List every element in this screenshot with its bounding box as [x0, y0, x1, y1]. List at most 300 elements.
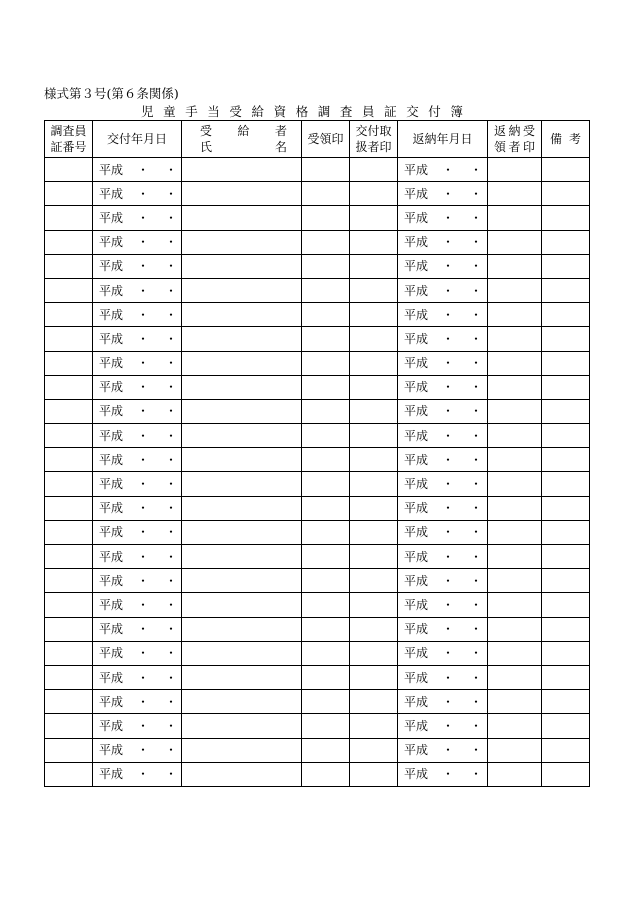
receipt-seal-cell[interactable]: [302, 762, 350, 786]
handler-seal-cell[interactable]: [350, 399, 398, 423]
handler-seal-cell[interactable]: [350, 182, 398, 206]
date-separator: ・: [165, 452, 178, 467]
receipt-seal-cell[interactable]: [302, 593, 350, 617]
handler-seal-cell[interactable]: [350, 738, 398, 762]
issue-date-cell[interactable]: [93, 399, 182, 423]
era-label: 平成: [99, 428, 124, 443]
id-number-cell[interactable]: [45, 496, 93, 520]
return-date-cell[interactable]: [398, 399, 488, 423]
remarks-cell[interactable]: [542, 496, 590, 520]
return-date-cell[interactable]: [398, 641, 488, 665]
recipient-name-cell[interactable]: [182, 351, 302, 375]
handler-seal-cell[interactable]: [350, 206, 398, 230]
return-date-cell[interactable]: [398, 303, 488, 327]
return-receipt-seal-cell[interactable]: [488, 351, 542, 375]
return-receipt-seal-cell[interactable]: [488, 303, 542, 327]
id-number-cell[interactable]: [45, 617, 93, 641]
date-separator: ・: [470, 694, 483, 709]
era-label: 平成: [99, 573, 124, 588]
receipt-seal-cell[interactable]: [302, 617, 350, 641]
receipt-seal-cell[interactable]: [302, 399, 350, 423]
table-row: [45, 351, 590, 375]
handler-seal-cell[interactable]: [350, 496, 398, 520]
era-label: 平成: [404, 622, 429, 637]
receipt-seal-cell[interactable]: [302, 665, 350, 689]
date-separator: ・: [165, 259, 178, 274]
col-header-id-number-line1: 調査員: [50, 124, 87, 138]
date-separator: ・: [137, 549, 150, 564]
remarks-cell[interactable]: [542, 230, 590, 254]
return-receipt-seal-cell[interactable]: [488, 206, 542, 230]
table-row: [45, 472, 590, 496]
date-separator: ・: [165, 283, 178, 298]
era-label: 平成: [404, 525, 429, 540]
id-number-cell[interactable]: [45, 303, 93, 327]
receipt-seal-cell[interactable]: [302, 254, 350, 278]
date-separator: ・: [442, 694, 455, 709]
return-date-cell[interactable]: [398, 738, 488, 762]
date-separator: ・: [442, 477, 455, 492]
remarks-cell[interactable]: [542, 617, 590, 641]
date-separator: ・: [470, 646, 483, 661]
id-number-cell[interactable]: [45, 593, 93, 617]
return-receipt-seal-cell[interactable]: [488, 399, 542, 423]
return-receipt-seal-cell[interactable]: [488, 762, 542, 786]
recipient-name-cell[interactable]: [182, 399, 302, 423]
recipient-name-cell[interactable]: [182, 545, 302, 569]
id-number-cell[interactable]: [45, 327, 93, 351]
issue-date-cell[interactable]: [93, 472, 182, 496]
receipt-seal-cell[interactable]: [302, 520, 350, 544]
return-receipt-seal-cell[interactable]: [488, 375, 542, 399]
return-receipt-seal-cell[interactable]: [488, 230, 542, 254]
handler-seal-cell[interactable]: [350, 569, 398, 593]
header-row: [45, 121, 590, 158]
return-receipt-seal-cell[interactable]: [488, 448, 542, 472]
remarks-cell[interactable]: [542, 593, 590, 617]
id-number-cell[interactable]: [45, 448, 93, 472]
return-date-cell[interactable]: [398, 375, 488, 399]
era-label: 平成: [99, 210, 124, 225]
issue-date-cell[interactable]: [93, 545, 182, 569]
receipt-seal-cell[interactable]: [302, 158, 350, 182]
return-date-cell[interactable]: [398, 617, 488, 641]
id-number-cell[interactable]: [45, 641, 93, 665]
return-receipt-seal-cell[interactable]: [488, 617, 542, 641]
receipt-seal-cell[interactable]: [302, 230, 350, 254]
recipient-name-cell[interactable]: [182, 714, 302, 738]
recipient-name-cell[interactable]: [182, 448, 302, 472]
receipt-seal-cell[interactable]: [302, 690, 350, 714]
remarks-cell[interactable]: [542, 569, 590, 593]
receipt-seal-cell[interactable]: [302, 327, 350, 351]
date-separator: ・: [470, 235, 483, 250]
issue-date-cell[interactable]: [93, 303, 182, 327]
remarks-cell[interactable]: [542, 641, 590, 665]
receipt-seal-cell[interactable]: [302, 303, 350, 327]
return-receipt-seal-cell[interactable]: [488, 327, 542, 351]
date-separator: ・: [470, 573, 483, 588]
handler-seal-cell[interactable]: [350, 327, 398, 351]
issue-date-cell[interactable]: [93, 762, 182, 786]
remarks-cell[interactable]: [542, 714, 590, 738]
date-separator: ・: [165, 162, 178, 177]
remarks-cell[interactable]: [542, 206, 590, 230]
issue-date-cell[interactable]: [93, 665, 182, 689]
handler-seal-cell[interactable]: [350, 520, 398, 544]
return-receipt-seal-cell[interactable]: [488, 690, 542, 714]
recipient-name-cell[interactable]: [182, 520, 302, 544]
handler-seal-cell[interactable]: [350, 665, 398, 689]
handler-seal-cell[interactable]: [350, 278, 398, 302]
date-separator: ・: [137, 622, 150, 637]
id-number-cell[interactable]: [45, 665, 93, 689]
issue-date-cell[interactable]: [93, 230, 182, 254]
return-date-cell[interactable]: [398, 520, 488, 544]
return-receipt-seal-cell[interactable]: [488, 254, 542, 278]
handler-seal-cell[interactable]: [350, 158, 398, 182]
date-separator: ・: [470, 331, 483, 346]
era-label: 平成: [404, 235, 429, 250]
id-number-cell[interactable]: [45, 230, 93, 254]
return-date-cell[interactable]: [398, 448, 488, 472]
recipient-name-cell[interactable]: [182, 496, 302, 520]
recipient-name-cell[interactable]: [182, 254, 302, 278]
id-number-cell[interactable]: [45, 569, 93, 593]
recipient-name-cell[interactable]: [182, 472, 302, 496]
recipient-name-cell[interactable]: [182, 230, 302, 254]
return-date-cell[interactable]: [398, 158, 488, 182]
issue-date-cell[interactable]: [93, 254, 182, 278]
receipt-seal-cell[interactable]: [302, 714, 350, 738]
id-number-cell[interactable]: [45, 545, 93, 569]
return-date-cell[interactable]: [398, 690, 488, 714]
col-header-remarks: [542, 121, 590, 158]
handler-seal-cell[interactable]: [350, 641, 398, 665]
era-label: 平成: [404, 767, 429, 782]
date-separator: ・: [442, 670, 455, 685]
return-date-cell[interactable]: [398, 496, 488, 520]
receipt-seal-cell[interactable]: [302, 496, 350, 520]
receipt-seal-cell[interactable]: [302, 545, 350, 569]
return-date-cell[interactable]: [398, 351, 488, 375]
return-receipt-seal-cell[interactable]: [488, 182, 542, 206]
return-date-cell[interactable]: [398, 665, 488, 689]
date-separator: ・: [470, 452, 483, 467]
issue-date-cell[interactable]: [93, 738, 182, 762]
receipt-seal-cell[interactable]: [302, 641, 350, 665]
handler-seal-cell[interactable]: [350, 448, 398, 472]
remarks-cell[interactable]: [542, 545, 590, 569]
date-separator: ・: [470, 356, 483, 371]
date-separator: ・: [442, 210, 455, 225]
return-receipt-seal-cell[interactable]: [488, 569, 542, 593]
remarks-cell[interactable]: [542, 472, 590, 496]
date-separator: ・: [442, 718, 455, 733]
recipient-name-cell[interactable]: [182, 327, 302, 351]
table-row: [45, 690, 590, 714]
remarks-cell[interactable]: [542, 327, 590, 351]
remarks-cell[interactable]: [542, 448, 590, 472]
receipt-seal-cell[interactable]: [302, 351, 350, 375]
recipient-name-cell[interactable]: [182, 158, 302, 182]
return-date-cell[interactable]: [398, 182, 488, 206]
date-separator: ・: [165, 646, 178, 661]
id-number-cell[interactable]: [45, 206, 93, 230]
date-separator: ・: [470, 718, 483, 733]
recipient-name-cell[interactable]: [182, 617, 302, 641]
issue-date-cell[interactable]: [93, 158, 182, 182]
recipient-name-cell[interactable]: [182, 375, 302, 399]
era-label: 平成: [99, 283, 124, 298]
issue-date-cell[interactable]: [93, 617, 182, 641]
era-label: 平成: [404, 477, 429, 492]
era-label: 平成: [99, 622, 124, 637]
era-label: 平成: [99, 694, 124, 709]
table-row: [45, 617, 590, 641]
issue-date-cell[interactable]: [93, 520, 182, 544]
date-separator: ・: [470, 549, 483, 564]
recipient-name-cell[interactable]: [182, 206, 302, 230]
return-receipt-seal-cell[interactable]: [488, 520, 542, 544]
recipient-name-cell[interactable]: [182, 593, 302, 617]
id-number-cell[interactable]: [45, 399, 93, 423]
col-header-handler-seal-line1: 交付取: [355, 124, 392, 138]
receipt-seal-cell[interactable]: [302, 472, 350, 496]
id-number-cell[interactable]: [45, 254, 93, 278]
date-separator: ・: [470, 162, 483, 177]
receipt-seal-cell[interactable]: [302, 738, 350, 762]
date-separator: ・: [442, 525, 455, 540]
return-receipt-seal-cell[interactable]: [488, 665, 542, 689]
date-separator: ・: [442, 186, 455, 201]
recipient-name-cell[interactable]: [182, 690, 302, 714]
issue-date-cell[interactable]: [93, 327, 182, 351]
table-row: [45, 399, 590, 423]
id-number-cell[interactable]: [45, 738, 93, 762]
handler-seal-cell[interactable]: [350, 375, 398, 399]
date-separator: ・: [165, 549, 178, 564]
remarks-cell[interactable]: [542, 303, 590, 327]
return-date-cell[interactable]: [398, 472, 488, 496]
issue-date-cell[interactable]: [93, 182, 182, 206]
return-date-cell[interactable]: [398, 230, 488, 254]
date-separator: ・: [137, 767, 150, 782]
recipient-name-cell[interactable]: [182, 278, 302, 302]
return-date-cell[interactable]: [398, 424, 488, 448]
handler-seal-cell[interactable]: [350, 424, 398, 448]
date-separator: ・: [470, 767, 483, 782]
receipt-seal-cell[interactable]: [302, 448, 350, 472]
table-row: [45, 762, 590, 786]
recipient-name-cell[interactable]: [182, 303, 302, 327]
handler-seal-cell[interactable]: [350, 545, 398, 569]
remarks-cell[interactable]: [542, 182, 590, 206]
date-separator: ・: [470, 210, 483, 225]
recipient-name-cell[interactable]: [182, 738, 302, 762]
remarks-cell[interactable]: [542, 690, 590, 714]
date-separator: ・: [165, 597, 178, 612]
date-separator: ・: [137, 186, 150, 201]
return-date-cell[interactable]: [398, 254, 488, 278]
remarks-cell[interactable]: [542, 424, 590, 448]
remarks-cell[interactable]: [542, 665, 590, 689]
era-label: 平成: [404, 646, 429, 661]
date-separator: ・: [165, 428, 178, 443]
recipient-name-cell[interactable]: [182, 641, 302, 665]
remarks-cell[interactable]: [542, 278, 590, 302]
return-receipt-seal-cell[interactable]: [488, 593, 542, 617]
issue-date-cell[interactable]: [93, 351, 182, 375]
recipient-name-cell[interactable]: [182, 762, 302, 786]
handler-seal-cell[interactable]: [350, 617, 398, 641]
remarks-cell[interactable]: [542, 399, 590, 423]
era-label: 平成: [404, 743, 429, 758]
return-date-cell[interactable]: [398, 327, 488, 351]
receipt-seal-cell[interactable]: [302, 569, 350, 593]
id-number-cell[interactable]: [45, 182, 93, 206]
date-separator: ・: [137, 452, 150, 467]
handler-seal-cell[interactable]: [350, 254, 398, 278]
remarks-cell[interactable]: [542, 738, 590, 762]
date-separator: ・: [470, 186, 483, 201]
date-separator: ・: [442, 428, 455, 443]
return-receipt-seal-cell[interactable]: [488, 714, 542, 738]
col-header-handler-seal-line2: 扱者印: [355, 140, 392, 154]
issue-date-cell[interactable]: [93, 593, 182, 617]
date-separator: ・: [165, 743, 178, 758]
table-row: [45, 448, 590, 472]
issue-date-cell[interactable]: [93, 448, 182, 472]
return-date-cell[interactable]: [398, 762, 488, 786]
date-separator: ・: [137, 331, 150, 346]
handler-seal-cell[interactable]: [350, 230, 398, 254]
document-title: 児童手当受給資格調査員証交付簿: [141, 104, 473, 119]
date-separator: ・: [137, 380, 150, 395]
id-number-cell[interactable]: [45, 714, 93, 738]
return-receipt-seal-cell[interactable]: [488, 472, 542, 496]
recipient-name-cell[interactable]: [182, 182, 302, 206]
receipt-seal-cell[interactable]: [302, 278, 350, 302]
return-date-cell[interactable]: [398, 593, 488, 617]
handler-seal-cell[interactable]: [350, 714, 398, 738]
receipt-seal-cell[interactable]: [302, 206, 350, 230]
table-row: [45, 254, 590, 278]
issue-date-cell[interactable]: [93, 641, 182, 665]
issue-date-cell[interactable]: [93, 375, 182, 399]
return-date-cell[interactable]: [398, 714, 488, 738]
era-label: 平成: [404, 718, 429, 733]
handler-seal-cell[interactable]: [350, 472, 398, 496]
return-receipt-seal-cell[interactable]: [488, 496, 542, 520]
issue-date-cell[interactable]: [93, 714, 182, 738]
id-number-cell[interactable]: [45, 278, 93, 302]
era-label: 平成: [404, 283, 429, 298]
era-label: 平成: [99, 670, 124, 685]
recipient-name-cell[interactable]: [182, 665, 302, 689]
handler-seal-cell[interactable]: [350, 351, 398, 375]
remarks-cell[interactable]: [542, 762, 590, 786]
era-label: 平成: [404, 380, 429, 395]
id-number-cell[interactable]: [45, 424, 93, 448]
issue-date-cell[interactable]: [93, 206, 182, 230]
date-separator: ・: [470, 283, 483, 298]
handler-seal-cell[interactable]: [350, 762, 398, 786]
return-date-cell[interactable]: [398, 206, 488, 230]
date-separator: ・: [442, 307, 455, 322]
issuance-register-table: [44, 120, 590, 787]
date-separator: ・: [165, 622, 178, 637]
remarks-cell[interactable]: [542, 158, 590, 182]
remarks-cell[interactable]: [542, 254, 590, 278]
return-receipt-seal-cell[interactable]: [488, 278, 542, 302]
date-separator: ・: [137, 694, 150, 709]
table-row: [45, 303, 590, 327]
handler-seal-cell[interactable]: [350, 593, 398, 617]
date-separator: ・: [165, 525, 178, 540]
era-label: 平成: [404, 186, 429, 201]
return-date-cell[interactable]: [398, 278, 488, 302]
return-receipt-seal-cell[interactable]: [488, 545, 542, 569]
era-label: 平成: [404, 162, 429, 177]
table-row: [45, 230, 590, 254]
table-row: [45, 665, 590, 689]
return-receipt-seal-cell[interactable]: [488, 738, 542, 762]
handler-seal-cell[interactable]: [350, 303, 398, 327]
remarks-cell[interactable]: [542, 375, 590, 399]
issue-date-cell[interactable]: [93, 424, 182, 448]
remarks-cell[interactable]: [542, 351, 590, 375]
receipt-seal-cell[interactable]: [302, 424, 350, 448]
receipt-seal-cell[interactable]: [302, 375, 350, 399]
date-separator: ・: [137, 525, 150, 540]
receipt-seal-cell[interactable]: [302, 182, 350, 206]
date-separator: ・: [442, 622, 455, 637]
issue-date-cell[interactable]: [93, 278, 182, 302]
date-separator: ・: [442, 380, 455, 395]
era-label: 平成: [99, 549, 124, 564]
era-label: 平成: [99, 477, 124, 492]
era-label: 平成: [99, 380, 124, 395]
recipient-name-cell[interactable]: [182, 424, 302, 448]
id-number-cell[interactable]: [45, 375, 93, 399]
remarks-cell[interactable]: [542, 520, 590, 544]
issue-date-cell[interactable]: [93, 496, 182, 520]
table-row: [45, 641, 590, 665]
id-number-cell[interactable]: [45, 690, 93, 714]
id-number-cell[interactable]: [45, 472, 93, 496]
return-date-cell[interactable]: [398, 569, 488, 593]
date-separator: ・: [442, 259, 455, 274]
era-label: 平成: [99, 186, 124, 201]
return-receipt-seal-cell[interactable]: [488, 158, 542, 182]
return-date-cell[interactable]: [398, 545, 488, 569]
issue-date-cell[interactable]: [93, 569, 182, 593]
id-number-cell[interactable]: [45, 520, 93, 544]
handler-seal-cell[interactable]: [350, 690, 398, 714]
col-header-return-date: 返納年月日: [398, 121, 488, 158]
id-number-cell[interactable]: [45, 762, 93, 786]
issue-date-cell[interactable]: [93, 690, 182, 714]
return-receipt-seal-cell[interactable]: [488, 641, 542, 665]
date-separator: ・: [137, 501, 150, 516]
id-number-cell[interactable]: [45, 158, 93, 182]
id-number-cell[interactable]: [45, 351, 93, 375]
date-separator: ・: [165, 694, 178, 709]
recipient-name-cell[interactable]: [182, 569, 302, 593]
date-separator: ・: [165, 356, 178, 371]
return-receipt-seal-cell[interactable]: [488, 424, 542, 448]
